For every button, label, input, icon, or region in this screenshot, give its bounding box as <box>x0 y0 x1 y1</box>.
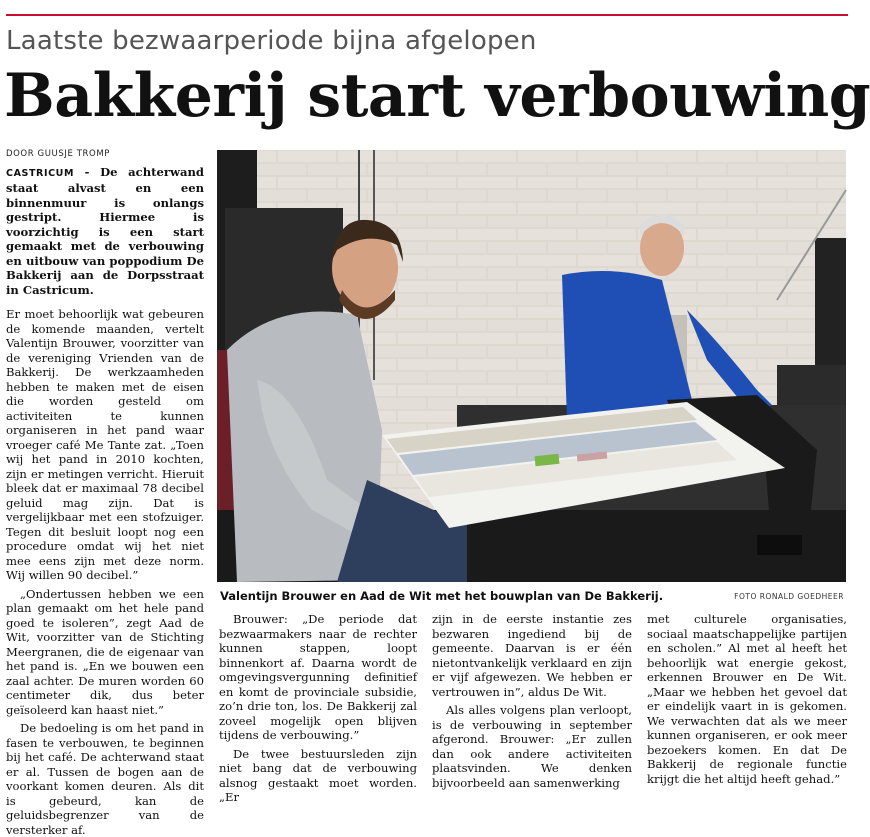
paragraph: De twee bestuursleden zijn niet bang dat de verbouwing alsnog gestaakt moet worden. „Er <box>219 746 417 804</box>
paragraph: met culturele organisaties, sociaal maatschappelijke partijen en scholen.” Al met al heeft het behoorlijk wat energie gekost, erkennen Brouwer en De Wit. „Maar we hebben het gevoel dat er eindelijk vaart in is gekomen. We verwachten dat als we meer kunnen organiseren, er ook meer bezoekers komen. En dat De Bakkerij de regionale functie krijgt die het altijd heeft gehad.” <box>647 612 847 786</box>
photo-credit: FOTO RONALD GOEDHEER <box>734 592 844 601</box>
text-column-2 <box>219 612 417 804</box>
byline: DOOR GUUSJE TROMP <box>6 149 110 159</box>
paragraph: „Ondertussen hebben we een plan gemaakt om het hele pand goed te isoleren”, zegt Aad de Wit, voorzitter van de Stichting Meergranen, die de eigenaar van het pand is. „En we bouwen een zaal achter. De muren worden 60 centimeter dik, dus beter geïsoleerd kan haast niet.” <box>6 586 204 717</box>
article-headline: Bakkerij start verbouwing <box>4 61 870 131</box>
article-kicker: Laatste bezwaarperiode bijna afgelopen <box>6 26 537 56</box>
photo-illustration <box>217 150 846 582</box>
photo-caption: Valentijn Brouwer en Aad de Wit met het bouwplan van De Bakkerij. <box>220 589 664 603</box>
lead-paragraph <box>6 165 204 298</box>
paragraph: Als alles volgens plan verloopt, is de verbouwing in september afgerond. Brouwer: „Er zullen dan ook andere activiteiten plaatsvinden. We denken bijvoorbeeld aan samenwerking <box>432 703 632 790</box>
paragraph: Er moet behoorlijk wat gebeuren de komende maanden, vertelt Valentijn Brouwer, voorzitter van de vereniging Vrienden van de Bakkerij. De werkzaamheden hebben te maken met de eisen die worden gesteld om activiteiten te kunnen organiseren in het pand waar vroeger café Me Tante zat. „Toen wij het pand in 2010 kochten, zijn er metingen verricht. Hieruit bleek dat er maximaal 78 decibel geluid mag zijn. Dat is vergelijkbaar met een stofzuiger. Tegen dit besluit loopt nog een procedure omdat wij het niet mee eens zijn met deze norm. Wij willen 90 decibel.” <box>6 307 204 582</box>
paragraph: zijn in de eerste instantie zes bezwaren ingediend bij de gemeente. Daarvan is er één nietontvankelijk verklaard en zijn er vijf afgewezen. We hebben er vertrouwen in”, aldus De Wit. <box>432 612 632 699</box>
paragraph: De bedoeling is om het pand in fasen te verbouwen, te beginnen bij het café. De achterwand staat er al. Tussen de bogen aan de voorkant komen deuren. Als dit is gebeurd, kan de geluidsbegrenzer van de versterker af. <box>6 721 204 837</box>
lead-text: - De achterwand staat alvast en een binnenmuur is onlangs gestript. Hiermee is voorzichtig is een start gemaakt met de verbouwing en uitbouw van poppodium De Bakkerij aan de Dorpsstraat in Castricum. <box>6 164 204 297</box>
header-rule <box>6 14 848 16</box>
text-column-3 <box>432 612 632 798</box>
dateline: CASTRICUM <box>6 167 75 179</box>
text-column-1 <box>6 147 204 837</box>
article-photo <box>217 150 846 582</box>
paragraph: Brouwer: „De periode dat bezwaarmakers naar de rechter kunnen stappen, loopt binnenkort af. Daarna wordt de omgevingsvergunning definitief en komt de provinciale subsidie, zo’n drie ton, los. De Bakkerij zal zoveel mogelijk open blijven tijdens de verbouwing.” <box>219 612 417 742</box>
text-column-4 <box>647 612 847 798</box>
